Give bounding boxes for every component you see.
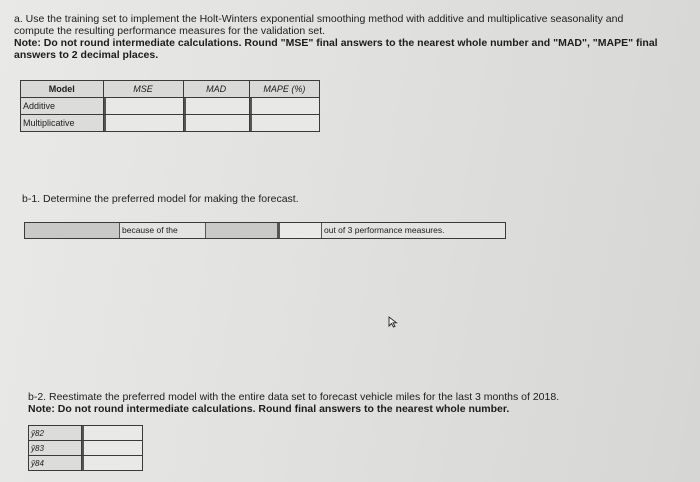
preferred-model-sentence xyxy=(24,222,506,239)
header-mad: MAD xyxy=(183,81,249,98)
part-b2-line1: b-2. Reestimate the preferred model with the entire data set to forecast vehicle miles for the last 3 months of 2018. xyxy=(28,391,560,403)
count-input[interactable] xyxy=(278,223,322,238)
because-of-text: because of the xyxy=(120,223,206,238)
multiplicative-mse-input[interactable] xyxy=(103,115,183,132)
input-field[interactable] xyxy=(82,441,142,455)
input-field[interactable] xyxy=(184,115,249,131)
header-mse: MSE xyxy=(103,81,183,98)
part-b2-instructions xyxy=(28,391,688,415)
table-row-multiplicative xyxy=(21,115,320,132)
input-field[interactable] xyxy=(82,426,142,440)
forecast-label-83: ŷ83 xyxy=(29,441,82,456)
forecast-row-84 xyxy=(29,456,143,471)
row-label-additive: Additive xyxy=(21,98,104,115)
row-label-multiplicative: Multiplicative xyxy=(21,115,104,132)
input-field[interactable] xyxy=(104,98,183,114)
part-b1-prompt: b-1. Determine the preferred model for making the forecast. xyxy=(22,193,299,205)
performance-table-header xyxy=(21,81,320,98)
forecast-row-82 xyxy=(29,426,143,441)
part-a-line2: compute the resulting performance measures for the validation set. xyxy=(14,25,326,37)
header-model: Model xyxy=(21,81,104,98)
forecast-label-84: ŷ84 xyxy=(29,456,82,471)
forecast-table xyxy=(28,425,143,471)
additive-mad-input[interactable] xyxy=(183,98,249,115)
table-row-additive xyxy=(21,98,320,115)
part-a-line1: a. Use the training set to implement the Holt-Winters exponential smoothing method with additive and multiplicative seasonality and xyxy=(14,13,624,25)
performance-table xyxy=(20,80,320,132)
additive-mse-input[interactable] xyxy=(103,98,183,115)
input-field[interactable] xyxy=(184,98,249,114)
model-select-dropdown[interactable] xyxy=(25,223,120,238)
input-field[interactable] xyxy=(250,98,319,114)
part-a-note-line2: answers to 2 decimal places. xyxy=(14,49,159,61)
multiplicative-mad-input[interactable] xyxy=(183,115,249,132)
forecast-input-82[interactable] xyxy=(82,426,143,441)
measure-select-dropdown[interactable] xyxy=(206,223,278,238)
part-b2-note: Note: Do not round intermediate calculations. Round final answers to the nearest whole number. xyxy=(28,403,510,415)
header-mape: MAPE (%) xyxy=(249,81,319,98)
forecast-label-82: ŷ82 xyxy=(29,426,82,441)
mouse-cursor-icon xyxy=(388,316,398,328)
additive-mape-input[interactable] xyxy=(249,98,319,115)
forecast-input-83[interactable] xyxy=(82,441,143,456)
input-field[interactable] xyxy=(82,456,142,470)
part-a-note-line1: Note: Do not round intermediate calculations. Round "MSE" final answers to the nearest whole number and "MAD", "MAPE" final xyxy=(14,37,658,49)
multiplicative-mape-input[interactable] xyxy=(249,115,319,132)
input-field[interactable] xyxy=(250,115,319,131)
forecast-input-84[interactable] xyxy=(82,456,143,471)
input-field[interactable] xyxy=(104,115,183,131)
out-of-three-text: out of 3 performance measures. xyxy=(322,223,505,238)
forecast-row-83 xyxy=(29,441,143,456)
part-a-instructions xyxy=(14,13,694,61)
